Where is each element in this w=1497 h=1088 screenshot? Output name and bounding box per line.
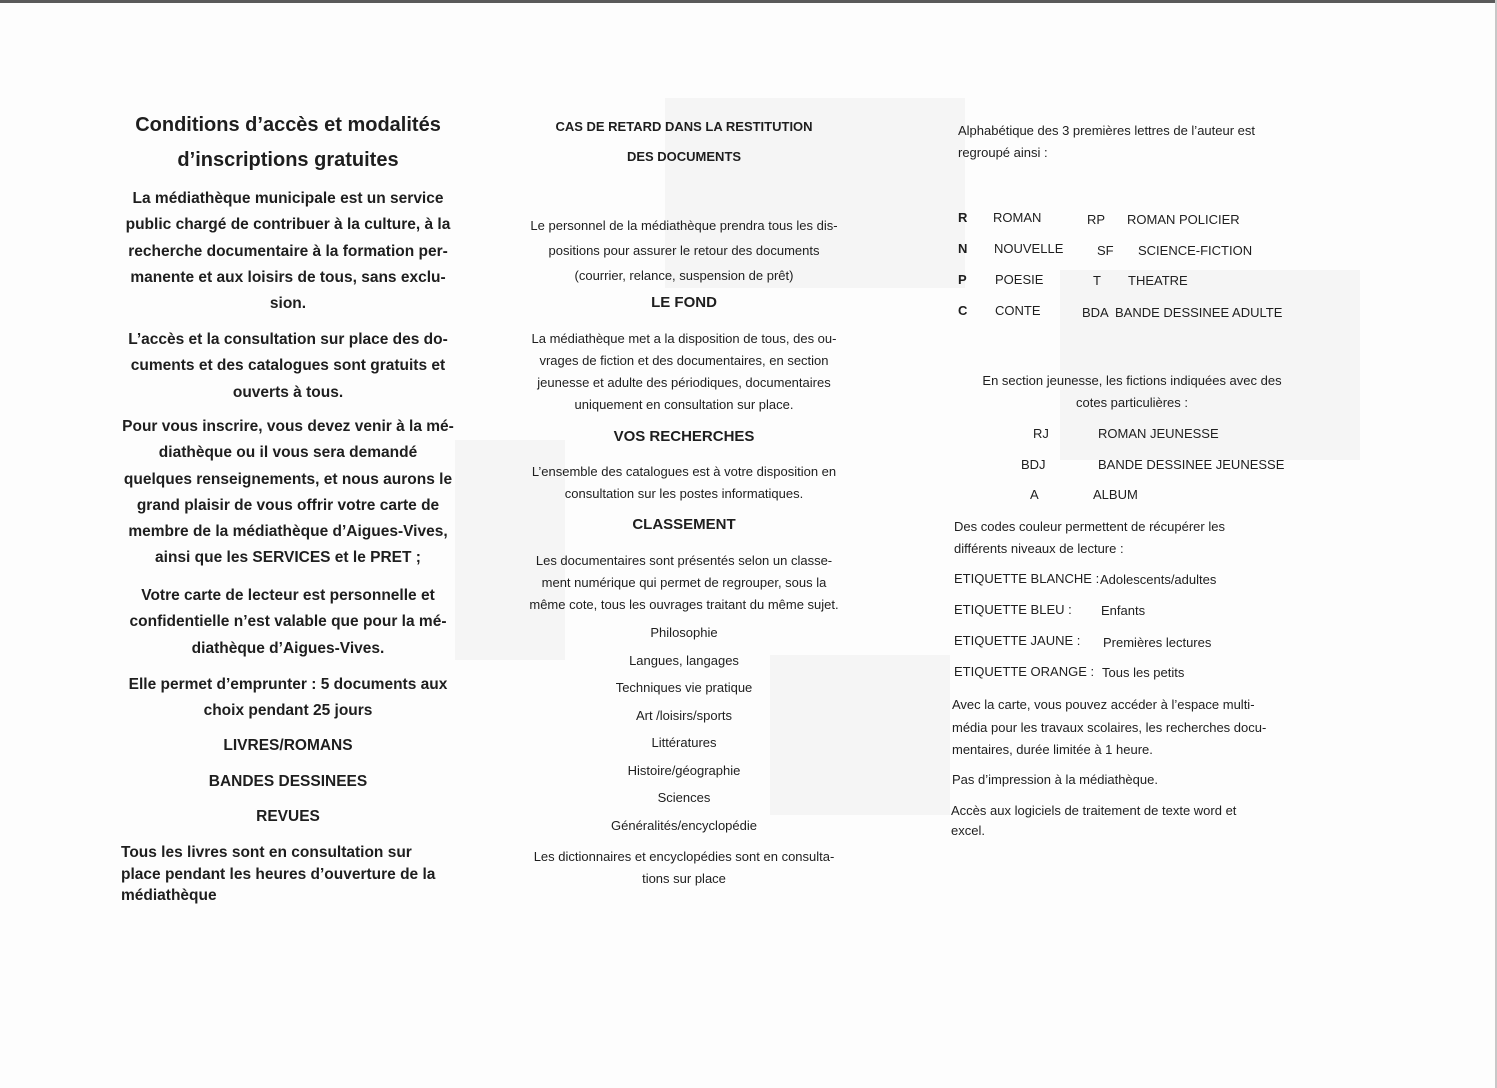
text-line: regroupé ainsi : — [958, 145, 1048, 160]
code-letter: A — [1030, 487, 1039, 502]
etiquette-level: Adolescents/adultes — [1100, 572, 1217, 587]
text-line: L’accès et la consultation sur place des do- — [128, 331, 448, 348]
text-line: L’ensemble des catalogues est à votre disposition en — [531, 464, 837, 479]
category-item: Art /loisirs/sports — [635, 708, 733, 723]
text-line: Les documentaires sont présentés selon un classe- — [535, 553, 833, 568]
text-line: cotes particulières : — [1076, 395, 1188, 410]
code-label: ROMAN POLICIER — [1127, 212, 1240, 227]
text-line: Des codes couleur permettent de récupérer les — [954, 519, 1225, 534]
code-label: NOUVELLE — [994, 241, 1064, 256]
code-letter: BDA — [1082, 305, 1109, 320]
text-line: Tous les livres sont en consultation sur — [121, 844, 412, 861]
text-line: grand plaisir de vous offrir votre carte de — [136, 496, 440, 514]
code-letter: SF — [1097, 243, 1114, 258]
text-line: tions sur place — [642, 871, 726, 886]
text-line: Elle permet d’emprunter : 5 documents aux — [128, 676, 448, 693]
code-letter: N — [958, 241, 968, 256]
loan-item-bd: BANDES DESSINEES — [208, 773, 368, 790]
text-line: Alphabétique des 3 premières lettres de l’auteur est — [958, 123, 1256, 138]
text-line: consultation sur les postes informatiques. — [564, 486, 804, 501]
text-line: ainsi que les SERVICES et le PRET ; — [155, 549, 421, 567]
text-cotes-intro — [958, 120, 1255, 164]
text-line: En section jeunesse, les fictions indiquées avec des — [982, 373, 1282, 388]
paragraph-consultation — [121, 842, 461, 907]
code-letter: C — [958, 303, 968, 318]
scan-top-edge — [0, 0, 1497, 3]
category-item: Techniques vie pratique — [615, 680, 753, 695]
code-label: ROMAN JEUNESSE — [1098, 426, 1219, 441]
title-line: d’inscriptions gratuites — [177, 149, 399, 171]
paragraph-emprunt — [118, 672, 458, 725]
category-item: Langues, langages — [629, 653, 739, 668]
etiquette-name: ETIQUETTE BLEU : — [954, 602, 1072, 617]
heading-retard — [512, 112, 856, 172]
etiquette-level: Premières lectures — [1103, 635, 1212, 650]
text-line: La médiathèque met a la disposition de tous, des ou- — [531, 331, 837, 346]
code-letter: T — [1093, 273, 1101, 288]
category-item: Généralités/encyclopédie — [611, 818, 757, 833]
category-item: Sciences — [657, 790, 711, 805]
text-dictionnaires — [512, 846, 856, 890]
text-line: média pour les travaux scolaires, les recherches docu- — [952, 719, 1267, 735]
text-jeunesse-intro — [967, 370, 1297, 414]
code-label: POESIE — [995, 272, 1044, 287]
text-line: (courrier, relance, suspension de prêt) — [574, 268, 794, 283]
text-impression: Pas d’impression à la médiathèque. — [952, 772, 1158, 787]
text-line: Votre carte de lecteur est personnelle et — [141, 587, 435, 604]
text-le-fond — [512, 328, 856, 416]
code-label: BANDE DESSINEE ADULTE — [1115, 305, 1283, 320]
text-codes-couleur — [954, 516, 1225, 560]
text-line: membre de la médiathèque d’Aigues-Vives, — [128, 523, 448, 541]
text-line: mentaires, durée limitée à 1 heure. — [952, 742, 1153, 757]
code-letter: BDJ — [1021, 457, 1046, 472]
code-letter: RP — [1087, 212, 1106, 227]
etiquette-level: Enfants — [1101, 603, 1146, 618]
loan-item-livres: LIVRES/ROMANS — [223, 737, 353, 754]
text-line: diathèque d’Aigues-Vives. — [191, 639, 385, 657]
text-line: ouverts à tous. — [232, 383, 344, 401]
code-letter: RJ — [1033, 426, 1049, 441]
paragraph-acces — [118, 327, 458, 406]
heading-line: CAS DE RETARD DANS LA RESTITUTION — [555, 119, 813, 134]
text-line: recherche documentaire à la formation per- — [128, 242, 448, 260]
category-item: Philosophie — [650, 625, 718, 640]
paragraph-service-public — [118, 186, 458, 317]
etiquette-name: ETIQUETTE BLANCHE : — [954, 571, 1100, 586]
title-line: Conditions d’accès et modalités — [135, 114, 441, 136]
text-line: manente et aux loisirs de tous, sans exclu- — [130, 268, 446, 286]
text-multimedia — [952, 694, 1266, 762]
text-line: public chargé de contribuer à la culture, à la — [125, 216, 451, 234]
text-line: ment numérique qui permet de regrouper, sous la — [541, 575, 827, 590]
text-line: Le personnel de la médiathèque prendra tous les dis- — [530, 218, 838, 233]
text-line: Avec la carte, vous pouvez accéder à l’espace multi- — [952, 697, 1255, 712]
text-line: Les dictionnaires et encyclopédies sont en consulta- — [533, 849, 835, 864]
page-title — [118, 108, 458, 178]
text-line: uniquement en consultation sur place. — [574, 397, 794, 412]
text-line: diathèque ou il vous sera demandé — [158, 444, 418, 462]
text-line: excel. — [951, 823, 985, 838]
etiquette-name: ETIQUETTE JAUNE : — [954, 633, 1081, 648]
etiquette-level: Tous les petits — [1102, 665, 1185, 680]
text-line: médiathèque — [121, 887, 217, 904]
text-recherches — [512, 461, 856, 505]
text-line: vrages de fiction et des documentaires, en section — [539, 353, 829, 368]
text-line: jeunesse et adulte des périodiques, documentaires — [537, 375, 831, 390]
text-line: choix pendant 25 jours — [203, 702, 373, 720]
code-label: THEATRE — [1128, 273, 1188, 288]
text-retard — [512, 213, 856, 288]
text-line: Accès aux logiciels de traitement de texte word et — [951, 803, 1237, 818]
code-letter: R — [958, 210, 968, 225]
text-line: sion. — [269, 295, 307, 313]
text-line: quelques renseignements, et nous aurons le — [123, 470, 453, 488]
category-item: Histoire/géographie — [627, 763, 741, 778]
code-label: BANDE DESSINEE JEUNESSE — [1098, 457, 1285, 472]
text-line: cuments et des catalogues sont gratuits et — [130, 357, 446, 375]
text-line: La médiathèque municipale est un service — [132, 190, 444, 207]
heading-vos-recherches: VOS RECHERCHES — [613, 428, 755, 445]
text-line: Pour vous inscrire, vous devez venir à la mé- — [122, 418, 454, 435]
text-line: place pendant les heures d’ouverture de la — [121, 865, 436, 883]
text-line: même cote, tous les ouvrages traitant du même sujet. — [529, 597, 839, 612]
code-letter: P — [958, 272, 967, 287]
code-label: CONTE — [995, 303, 1041, 318]
code-label: ALBUM — [1093, 487, 1138, 502]
heading-classement: CLASSEMENT — [632, 516, 736, 533]
text-line: différents niveaux de lecture : — [954, 541, 1124, 556]
text-classement — [512, 550, 856, 616]
category-item: Littératures — [651, 735, 717, 750]
loan-item-revues: REVUES — [256, 808, 320, 825]
paragraph-inscription — [118, 414, 458, 572]
text-line: confidentielle n’est valable que pour la mé- — [129, 613, 447, 631]
code-label: ROMAN — [993, 210, 1042, 225]
heading-le-fond: LE FOND — [651, 294, 717, 311]
etiquette-name: ETIQUETTE ORANGE : — [954, 664, 1095, 679]
text-logiciels — [951, 801, 1236, 841]
paragraph-carte-lecteur — [118, 583, 458, 662]
code-label: SCIENCE-FICTION — [1138, 243, 1253, 258]
heading-line: DES DOCUMENTS — [626, 149, 742, 164]
text-line: positions pour assurer le retour des documents — [548, 243, 820, 258]
